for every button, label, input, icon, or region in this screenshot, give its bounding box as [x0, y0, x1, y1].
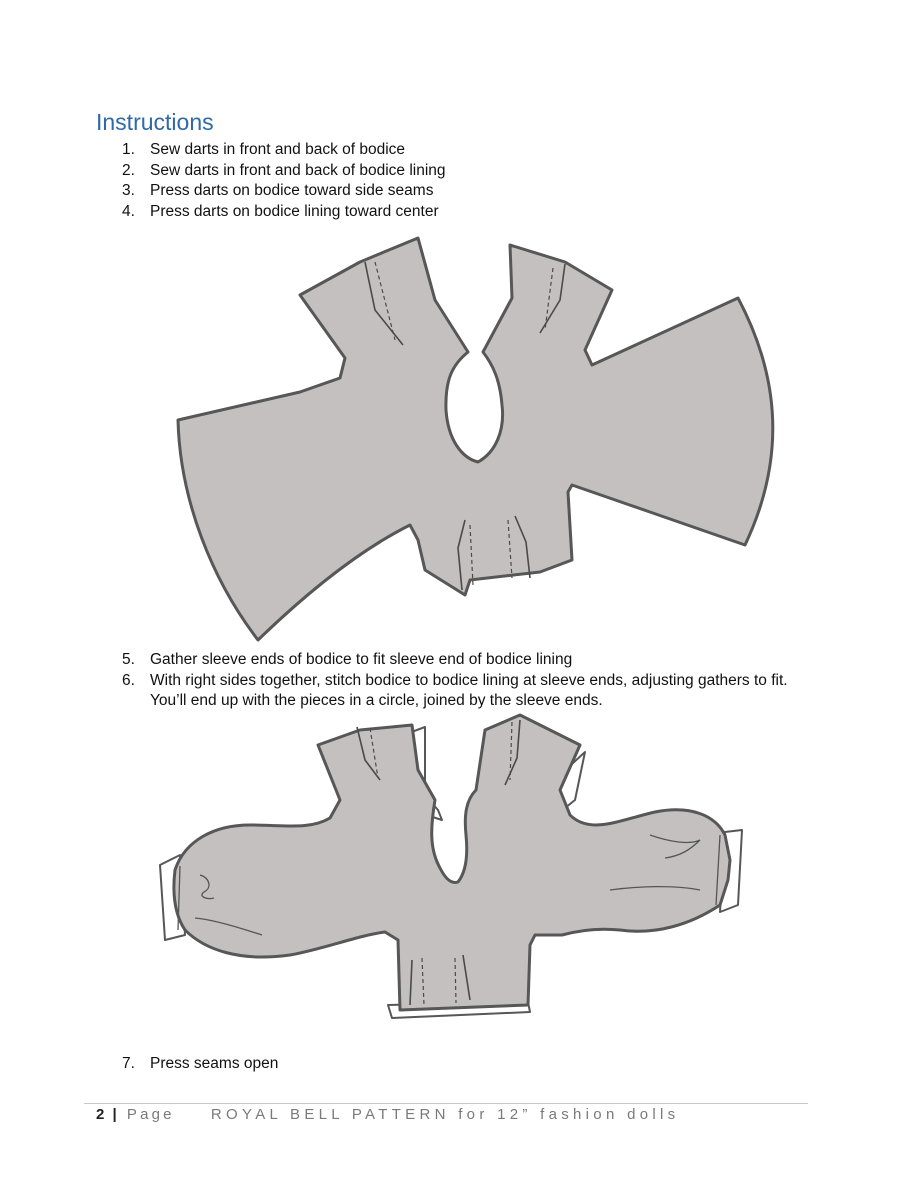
instruction-step: [122, 671, 812, 712]
step-number: 3.: [122, 182, 135, 200]
instruction-list: [122, 1054, 812, 1075]
step-number: 7.: [122, 1055, 135, 1072]
step-text: Sew darts in front and back of bodice lining: [150, 161, 446, 179]
instruction-list: [122, 140, 812, 222]
document-title: ROYAL BELL PATTERN for 12” fashion dolls: [210, 1106, 680, 1123]
page-heading: Instructions: [96, 109, 214, 135]
page-label: Page: [126, 1106, 175, 1123]
page-footer: [96, 1106, 679, 1123]
step-text: With right sides together, stitch bodice to bodice lining at sleeve ends, adjusting gathers to fit. You’ll end up with the pieces in a circle, joined by the sleeve ends.: [150, 671, 788, 710]
instruction-step: [122, 202, 812, 223]
step-text: Gather sleeve ends of bodice to fit sleeve end of bodice lining: [150, 651, 573, 668]
joined-bodice-piece: [174, 715, 730, 1010]
step-text: Sew darts in front and back of bodice: [150, 141, 406, 158]
step-number: 5.: [122, 651, 135, 668]
footer-divider: [84, 1103, 808, 1104]
footer-separator: |: [112, 1106, 117, 1123]
step-number: 2.: [122, 161, 135, 179]
instruction-step: [122, 161, 812, 182]
instruction-step: [122, 1054, 812, 1075]
instruction-step: [122, 181, 812, 202]
instruction-step: [122, 140, 812, 161]
page-number: 2: [96, 1106, 105, 1123]
step-text: Press darts on bodice lining toward center: [150, 202, 439, 220]
instruction-list: [122, 650, 812, 712]
step-number: 4.: [122, 202, 135, 220]
bodice-pieces-illustration: [0, 225, 900, 645]
step-number: 6.: [122, 671, 135, 689]
step-number: 1.: [122, 141, 135, 158]
joined-bodice-illustration: [0, 712, 900, 1032]
instruction-step: [122, 650, 812, 671]
bodice-flat-piece: [178, 238, 773, 640]
step-text: Press darts on bodice toward side seams: [150, 182, 434, 200]
step-text: Press seams open: [150, 1055, 279, 1072]
